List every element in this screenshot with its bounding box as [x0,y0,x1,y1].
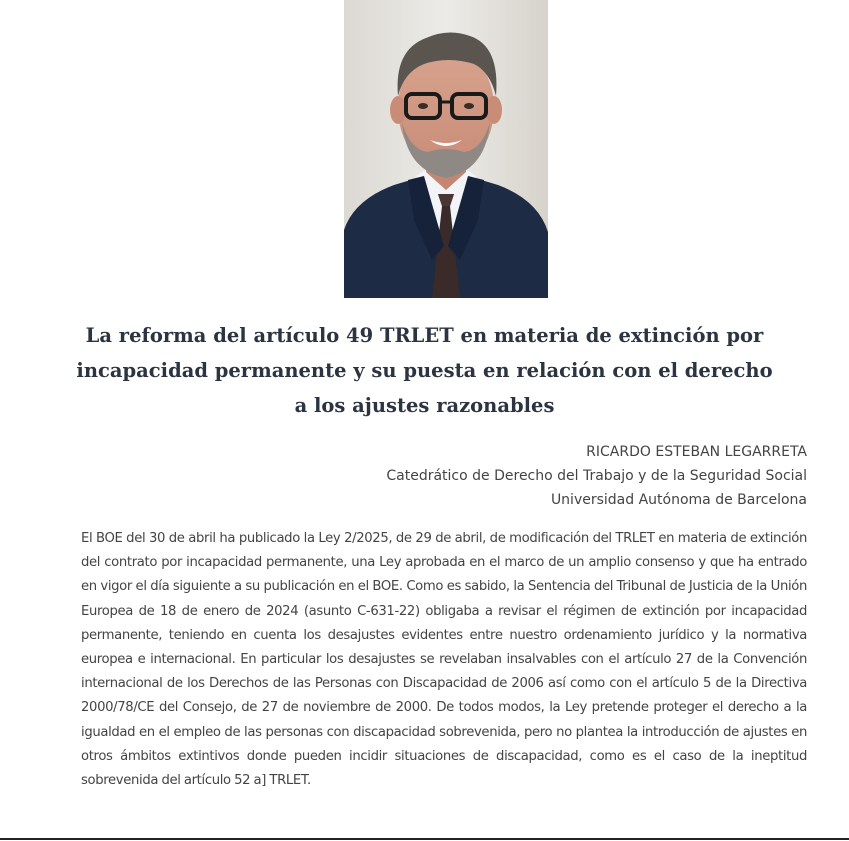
article-title: La reforma del artículo 49 TRLET en materia de extinción por incapacidad permanente y su puesta en relación con el derecho a los ajustes razonables [76,324,773,417]
article-body-paragraph: El BOE del 30 de abril ha publicado la Ley 2/2025, de 29 de abril, de modificación del TRLET en materia de extinción del contrato por incapacidad permanente, una Ley aprobada en el marco de un amplio consenso y que ha entrado en vigor el día siguiente a su publicación en el BOE. Como es sabido, la Sentencia del Tribunal de Justicia de la Unión Europea de 18 de enero de 2024 (asunto C-631-22) obligaba a revisar el régimen de extinción por incapacidad permanente, teniendo en cuenta los desajustes evidentes entre nuestro ordenamiento jurídico y la normativa europea e internacional. En particular los desajustes se revelaban insalvables con el artículo 27 de la Convención internacional de los Derechos de las Personas con Discapacidad de 2006 así como con el artículo 5 de la Directiva 2000/78/CE del Consejo, de 27 de noviembre de 2000. De todos modos, la Ley pretende proteger el derecho a la igualdad en el empleo de las personas con discapacidad sobrevenida, pero no plantea la introducción de ajustes en otros ámbitos extintivos donde pueden incidir situaciones de discapacidad, como es el caso de la ineptitud sobrevenida del artículo 52 a] TRLET. [81,531,807,789]
author-affiliation: Universidad Autónoma de Barcelona [550,492,807,508]
page-divider [0,838,849,840]
author-position: Catedrático de Derecho del Trabajo y de la Seguridad Social [386,468,807,484]
author-photo [344,0,548,298]
author-info [386,440,807,512]
author-portrait-illustration [344,0,548,298]
author-name: RICARDO ESTEBAN LEGARRETA [586,444,807,460]
